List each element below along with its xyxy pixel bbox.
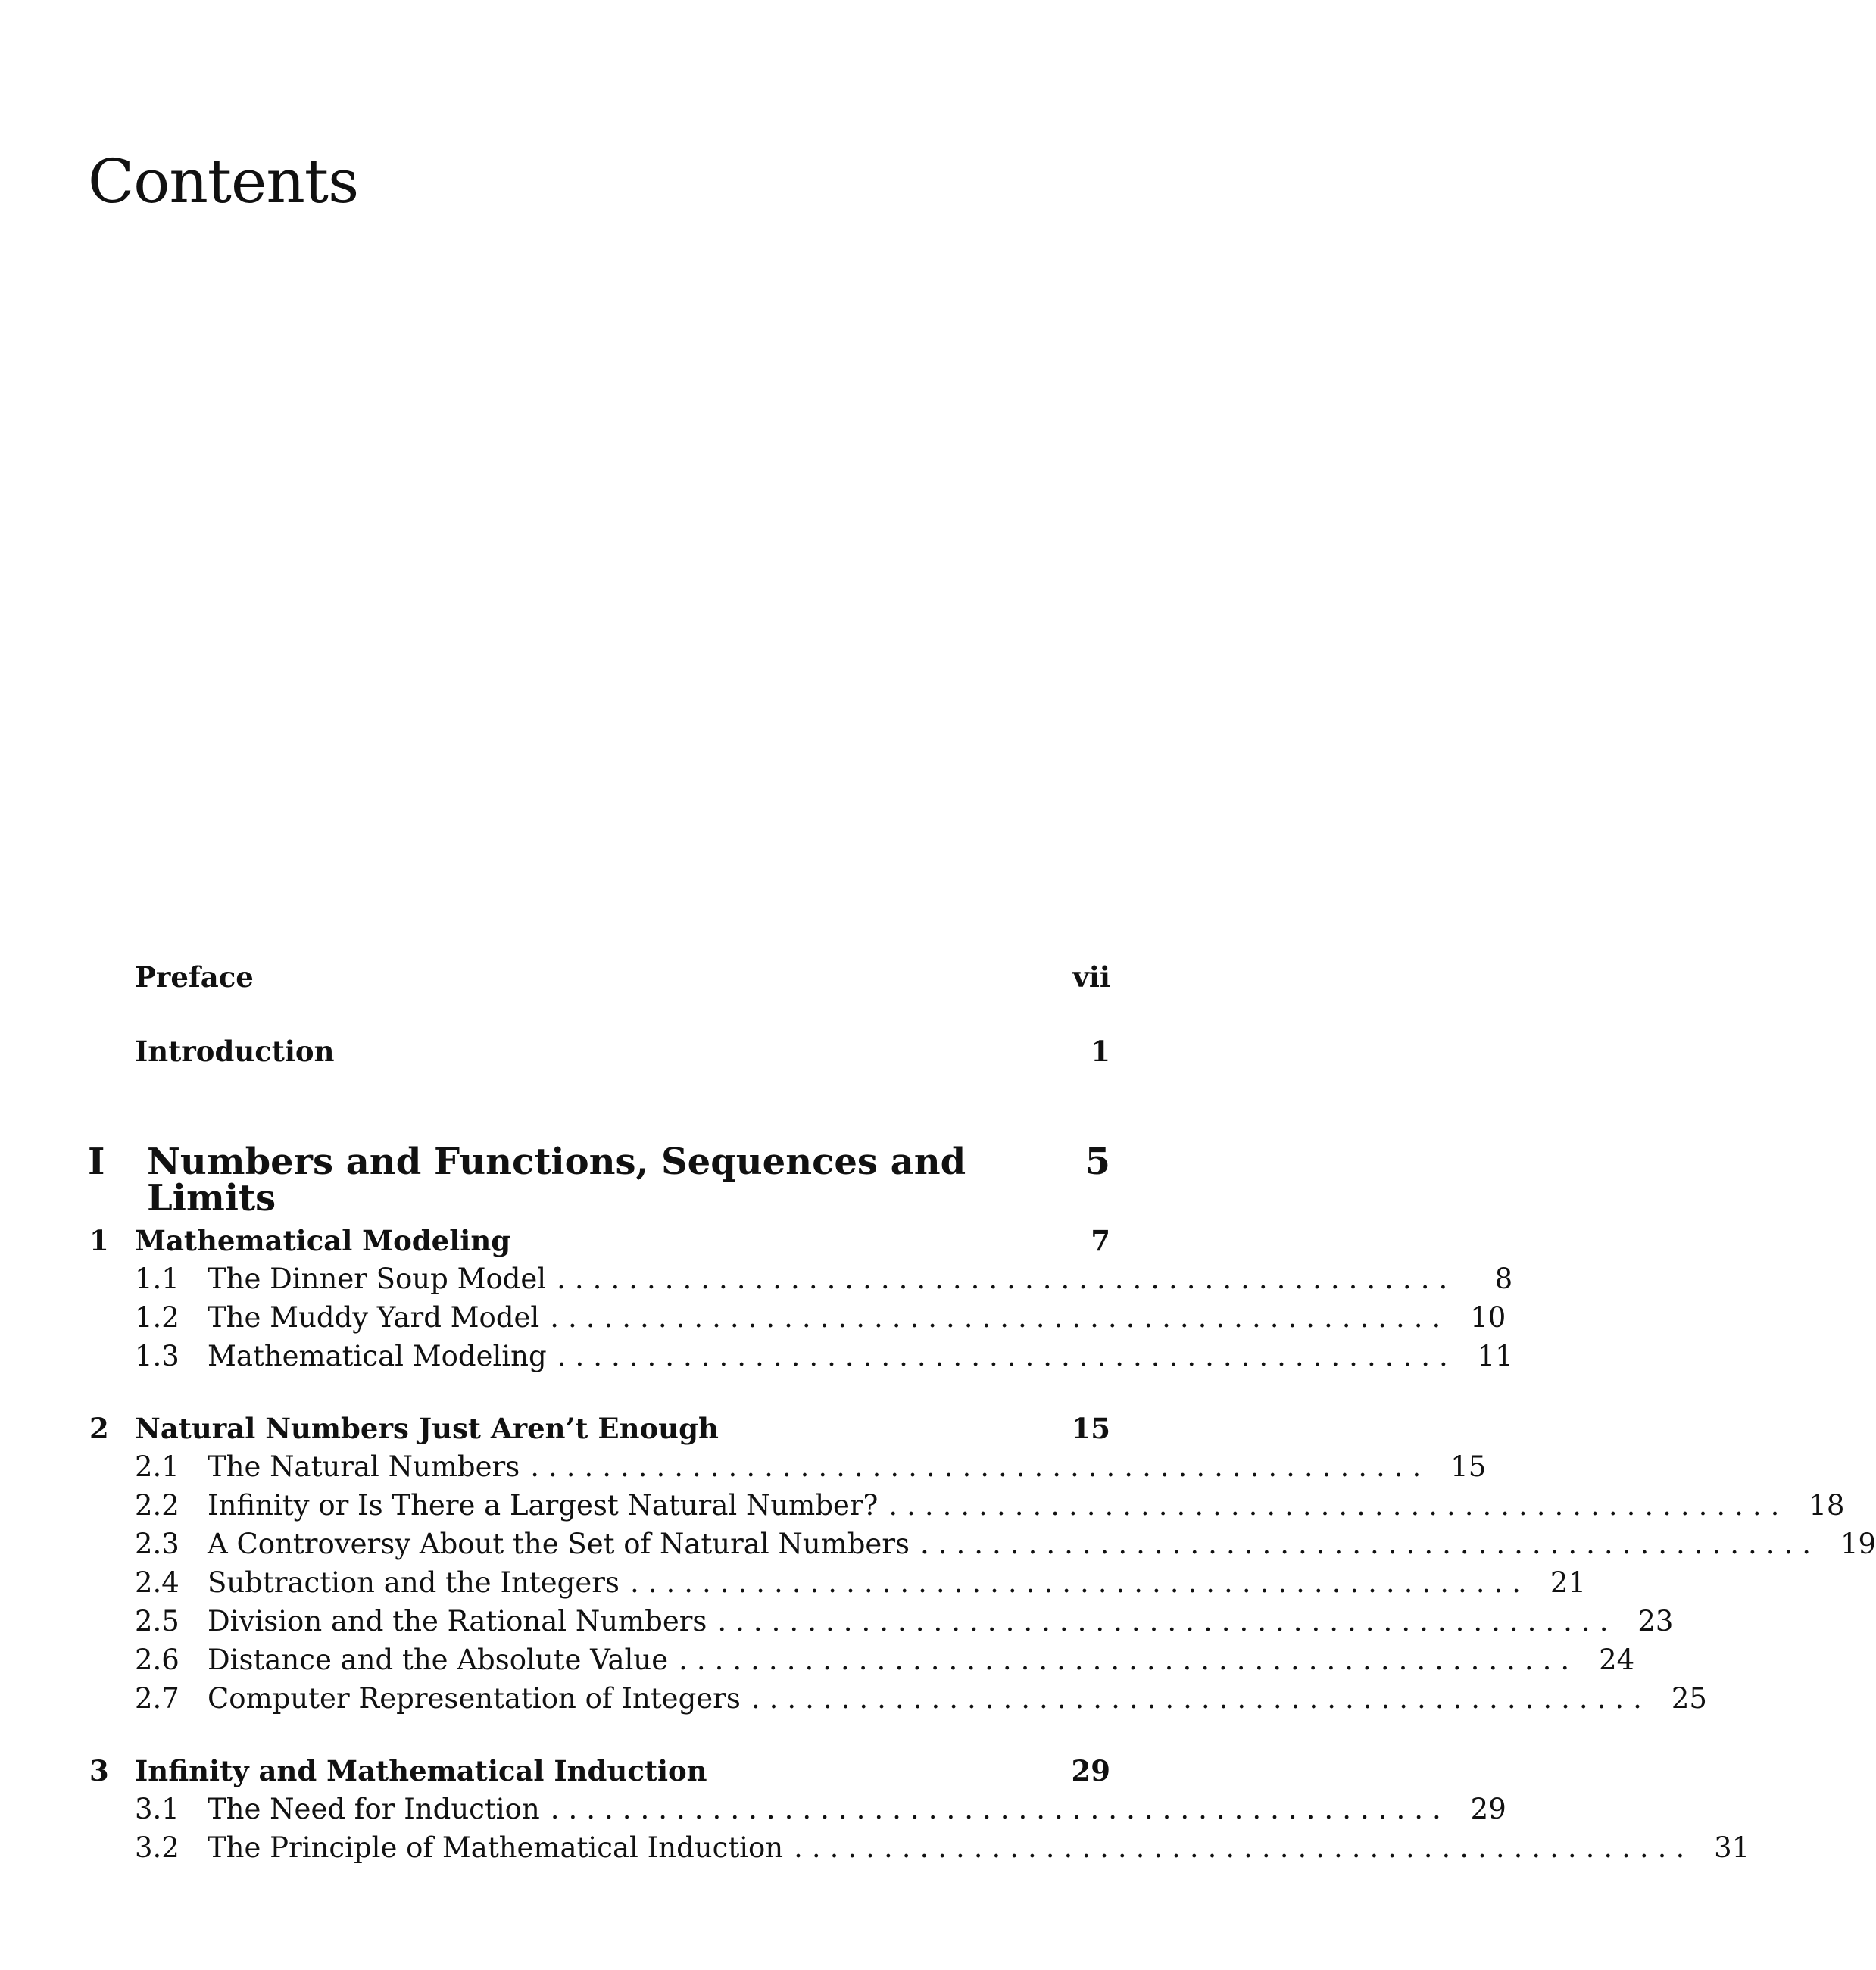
entry-page: 1 — [1091, 1035, 1110, 1068]
dot-leader: .................................................. — [679, 1644, 1579, 1676]
section-page: 15 — [1450, 1450, 1487, 1483]
chapter-title: Natural Numbers Just Aren’t Enough — [135, 1412, 719, 1445]
section-title: Division and the Rational Numbers — [208, 1605, 707, 1638]
dot-leader: .................................................. — [550, 1301, 1450, 1334]
dot-leader: .................................................. — [629, 1566, 1530, 1599]
dot-leader: .................................................. — [557, 1263, 1457, 1295]
section-title: Distance and the Absolute Value — [208, 1644, 669, 1676]
section-number: 2.7 — [135, 1682, 179, 1715]
page-title: Contents — [88, 146, 359, 217]
toc-chapter-2[interactable] — [89, 1412, 1110, 1445]
chapter-number: 3 — [89, 1754, 109, 1787]
section-title: Mathematical Modeling — [208, 1340, 547, 1372]
dot-leader: .................................................. — [557, 1340, 1457, 1372]
section-number: 2.2 — [135, 1489, 179, 1522]
toc-section-2-3[interactable] — [135, 1528, 1876, 1560]
toc-section-2-7[interactable] — [135, 1682, 1707, 1715]
section-number: 3.1 — [135, 1793, 179, 1825]
section-page: 21 — [1550, 1566, 1586, 1599]
section-page: 10 — [1470, 1301, 1506, 1334]
section-title: The Principle of Mathematical Induction — [208, 1831, 784, 1864]
section-number: 2.1 — [135, 1450, 179, 1483]
chapter-number: 2 — [89, 1412, 109, 1445]
section-title: Subtraction and the Integers — [208, 1566, 620, 1599]
section-page: 25 — [1671, 1682, 1707, 1715]
toc-section-2-4[interactable] — [135, 1566, 1586, 1599]
toc-section-2-6[interactable] — [135, 1644, 1635, 1676]
entry-page: vii — [1072, 960, 1110, 994]
chapter-number: 1 — [89, 1224, 109, 1257]
dot-leader: .................................................. — [717, 1605, 1618, 1638]
toc-entry-introduction[interactable] — [135, 1035, 1110, 1068]
toc-entry-preface[interactable] — [135, 960, 1110, 994]
toc-section-2-1[interactable] — [135, 1450, 1487, 1483]
dot-leader: .................................................. — [530, 1450, 1431, 1483]
section-number: 2.5 — [135, 1605, 179, 1638]
section-number: 1.2 — [135, 1301, 179, 1334]
dot-leader: .................................................. — [920, 1528, 1821, 1560]
section-number: 1.1 — [135, 1263, 179, 1295]
section-number: 2.4 — [135, 1566, 179, 1599]
section-page: 8 — [1494, 1263, 1513, 1295]
toc-section-2-5[interactable] — [135, 1605, 1674, 1638]
chapter-page: 29 — [1071, 1754, 1110, 1787]
toc-section-2-2[interactable] — [135, 1489, 1845, 1522]
section-title: The Natural Numbers — [208, 1450, 520, 1483]
toc-section-3-2[interactable] — [135, 1831, 1750, 1864]
dot-leader: .................................................. — [751, 1682, 1651, 1715]
chapter-title: Mathematical Modeling — [135, 1224, 511, 1257]
chapter-page: 7 — [1091, 1224, 1110, 1257]
toc-chapter-1[interactable] — [89, 1224, 1110, 1257]
section-title: The Dinner Soup Model — [208, 1263, 547, 1295]
toc-section-3-1[interactable] — [135, 1793, 1506, 1825]
section-page: 19 — [1840, 1528, 1876, 1560]
part-page: 5 — [1085, 1141, 1110, 1183]
section-page: 24 — [1599, 1644, 1635, 1676]
part-title: Numbers and Functions, Sequences and Limits — [147, 1141, 966, 1219]
toc-part-1[interactable] — [88, 1141, 1110, 1219]
section-number: 3.2 — [135, 1831, 179, 1864]
entry-title: Introduction — [135, 1035, 335, 1068]
part-number: I — [88, 1141, 105, 1183]
section-page: 23 — [1637, 1605, 1674, 1638]
section-title: The Muddy Yard Model — [208, 1301, 540, 1334]
entry-title: Preface — [135, 960, 254, 994]
section-title: Infinity or Is There a Largest Natural Number? — [208, 1489, 879, 1522]
toc-section-1-1[interactable] — [135, 1263, 1513, 1295]
section-number: 2.3 — [135, 1528, 179, 1560]
toc-section-1-3[interactable] — [135, 1340, 1513, 1372]
section-title: The Need for Induction — [208, 1793, 540, 1825]
section-page: 11 — [1477, 1340, 1513, 1372]
section-page: 29 — [1470, 1793, 1506, 1825]
dot-leader: .................................................. — [550, 1793, 1450, 1825]
toc-chapter-3[interactable] — [89, 1754, 1110, 1787]
chapter-page: 15 — [1071, 1412, 1110, 1445]
dot-leader: .................................................. — [794, 1831, 1694, 1864]
section-number: 1.3 — [135, 1340, 179, 1372]
section-title: Computer Representation of Integers — [208, 1682, 741, 1715]
section-number: 2.6 — [135, 1644, 179, 1676]
section-page: 18 — [1809, 1489, 1845, 1522]
chapter-title: Infinity and Mathematical Induction — [135, 1754, 707, 1787]
section-page: 31 — [1714, 1831, 1750, 1864]
section-title: A Controversy About the Set of Natural Numbers — [208, 1528, 910, 1560]
dot-leader: .................................................. — [888, 1489, 1789, 1522]
toc-section-1-2[interactable] — [135, 1301, 1506, 1334]
